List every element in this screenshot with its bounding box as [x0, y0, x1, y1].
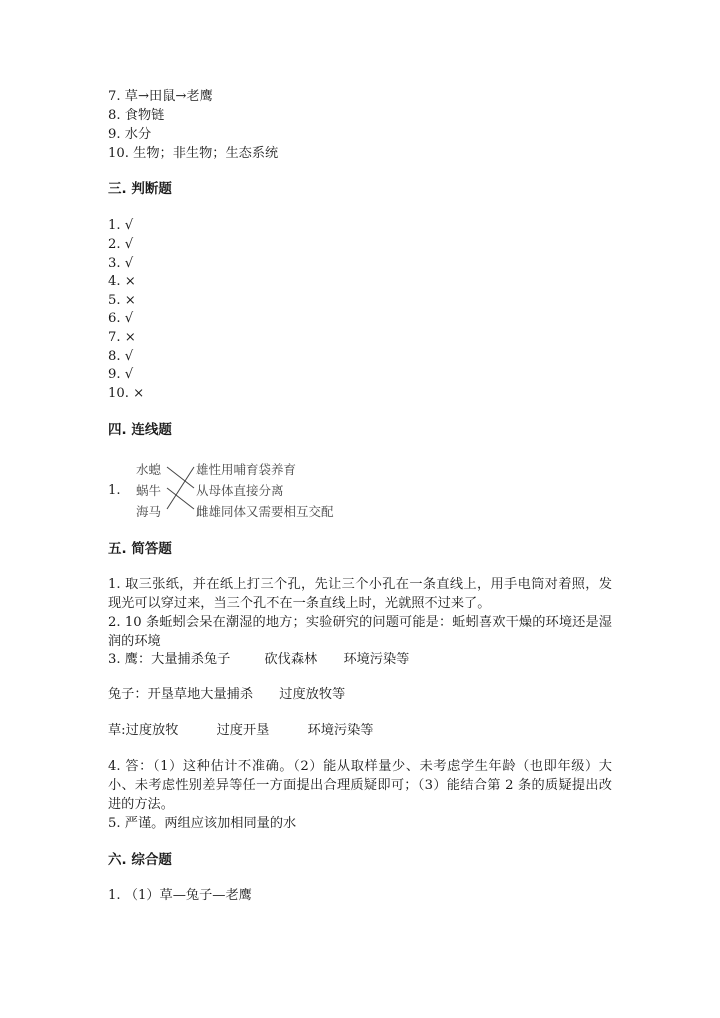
rabbit-label: 兔子：开垦草地大量捕杀 [108, 687, 254, 702]
grass-label: 草:过度放牧 [108, 723, 179, 738]
grass-cause-b: 环境污染等 [307, 723, 374, 738]
section-title-judgement: 三. 判断题 [108, 181, 172, 197]
matching-diagram [108, 456, 368, 522]
match-right-pouch: 雄性用哺育袋养育 [196, 462, 297, 477]
rabbit-cause-a: 过度放牧等 [279, 687, 346, 702]
fill-answer-9: 9. 水分 [108, 127, 152, 142]
judge-item-1: 1. √ [108, 218, 134, 233]
match-left-seahorse: 海马 [136, 504, 162, 519]
judge-item-10: 10. × [108, 386, 145, 401]
match-left-hydra: 水螅 [136, 462, 162, 477]
match-line-snail [167, 488, 194, 509]
judge-item-2: 2. √ [108, 237, 134, 252]
judge-item-3: 3. √ [108, 256, 134, 271]
judge-item-6: 6. √ [108, 311, 134, 326]
eagle-cause-a: 砍伐森林 [264, 652, 318, 667]
match-right-budding: 从母体直接分离 [196, 483, 284, 498]
fill-answer-8: 8. 食物链 [108, 108, 165, 123]
short-answer-2: 2. 10 条蚯蚓会呆在潮湿的地方；实验研究的问题可能是：蚯蚓喜欢干燥的环境还是湿润的环境 [108, 615, 612, 649]
judge-item-9: 9. √ [108, 367, 134, 382]
section-title-short-answer: 五. 简答题 [108, 541, 172, 557]
judge-item-5: 5. × [108, 293, 136, 308]
short-answer-3-rabbit [108, 686, 345, 704]
short-answer-5: 5. 严谨。两组应该加相同量的水 [108, 816, 297, 831]
short-answer-1: 1. 取三张纸，并在纸上打三个孔，先让三个小孔在一条直线上，用手电筒对着照，发现光可以穿过来，当三个孔不在一条直线上时，光就照不过来了。 [108, 577, 612, 611]
short-answer-3-eagle [108, 651, 409, 669]
eagle-cause-b: 环境污染等 [343, 652, 410, 667]
fill-answer-7: 7. 草→田鼠→老鹰 [108, 89, 213, 104]
fill-answer-10: 10. 生物；非生物；生态系统 [108, 146, 279, 161]
judge-item-4: 4. × [108, 274, 136, 289]
short-answer-4: 4. 答：（1）这种估计不准确。（2）能从取样量少、未考虑学生年龄（也即年级）大小、未考虑性别差异等任一方面提出合理质疑即可；（3）能结合第 2 条的质疑提出改进的方法。 [108, 759, 612, 812]
matching-number: 1. [108, 483, 121, 498]
section-title-comprehensive: 六. 综合题 [108, 852, 172, 868]
eagle-label: 3. 鹰：大量捕杀兔子 [108, 652, 231, 667]
judge-item-8: 8. √ [108, 349, 134, 364]
match-line-hydra [167, 467, 194, 488]
short-answer-3-grass [108, 722, 373, 740]
match-line-seahorse [167, 467, 194, 509]
comprehensive-answer-1: 1. （1）草—兔子—老鹰 [108, 888, 252, 903]
grass-cause-a: 过度开垦 [216, 723, 270, 738]
judge-item-7: 7. × [108, 330, 136, 345]
section-title-matching: 四. 连线题 [108, 422, 172, 438]
match-right-hermaphrodite: 雌雄同体又需要相互交配 [196, 504, 334, 519]
matching-lines [108, 456, 368, 522]
match-left-snail: 蜗牛 [136, 483, 162, 498]
